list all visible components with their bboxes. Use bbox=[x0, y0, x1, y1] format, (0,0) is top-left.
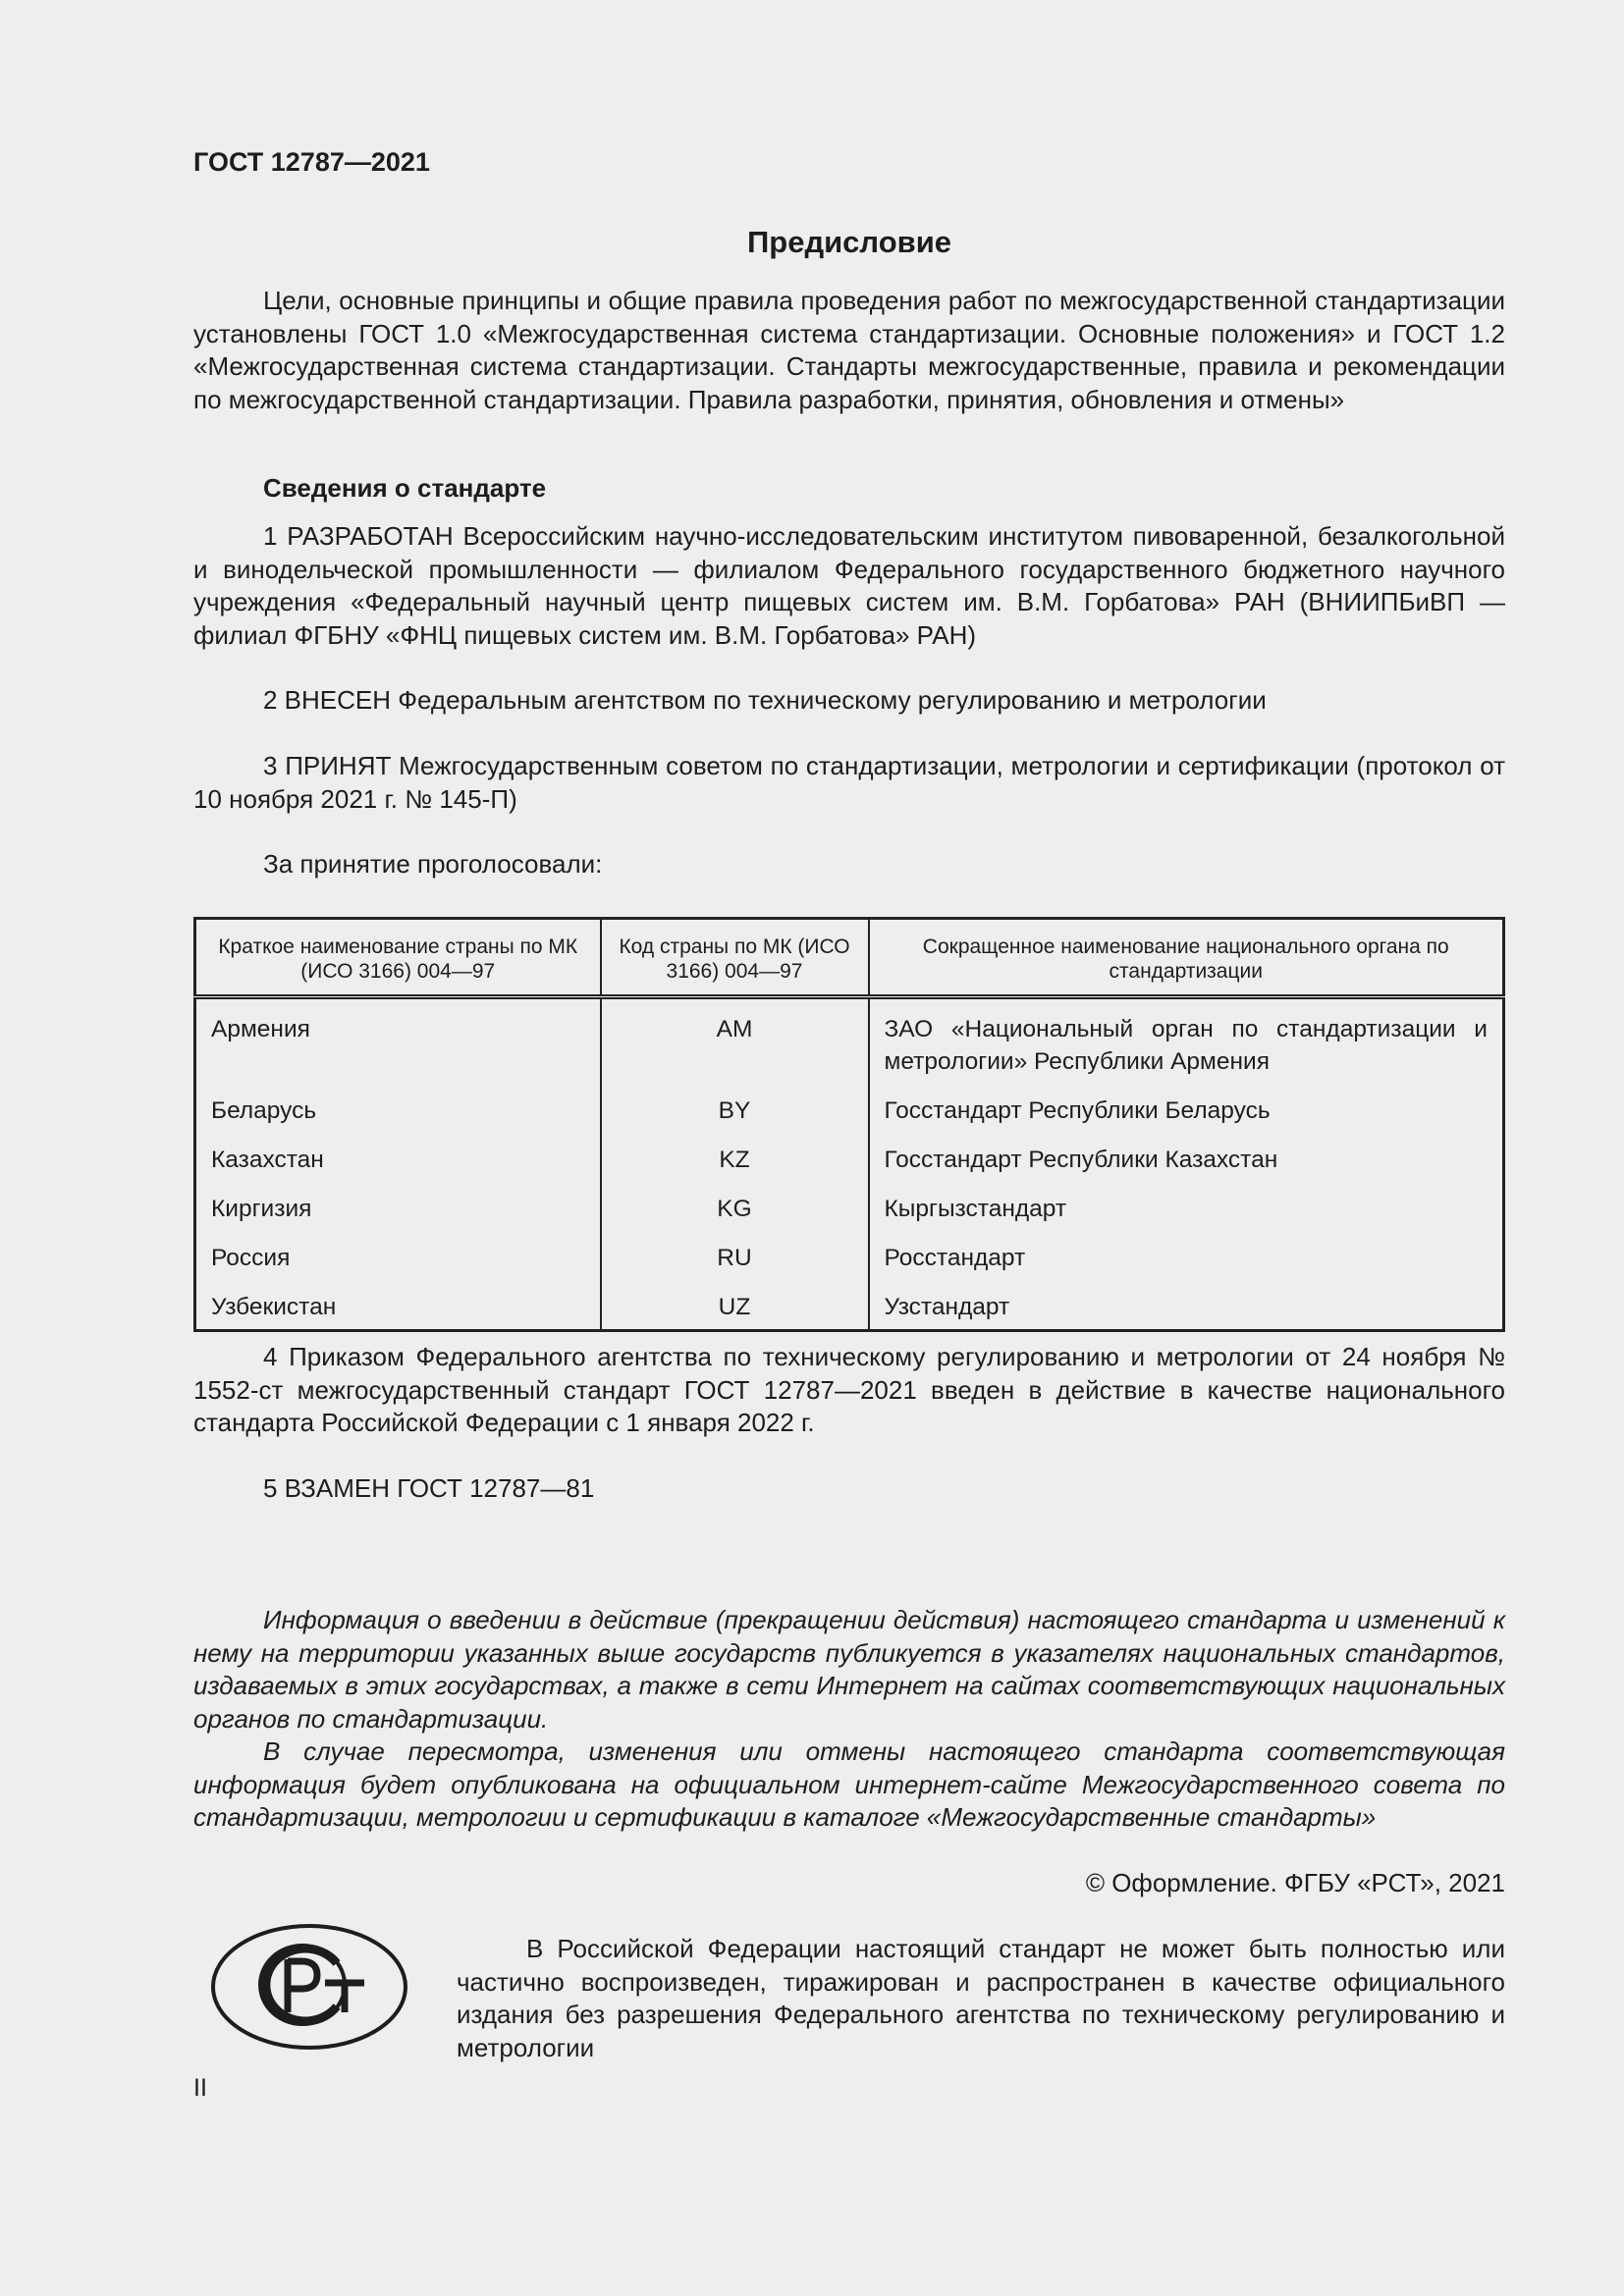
item-adopted: 3 ПРИНЯТ Межгосударственным советом по стандартизации, метрологии и сертификации (протокол от 10 ноября 2021 г. № 145-П) bbox=[193, 751, 1505, 814]
cell-org: Росстандарт bbox=[884, 1245, 1026, 1271]
cell-org: ЗАО «Национальный орган по стандартизации и метрологии» Республики Армения bbox=[884, 1016, 1488, 1075]
cell-code: KG bbox=[601, 1176, 869, 1225]
copyright-notice: В Российской Федерации настоящий стандарт не может быть полностью или частично воспроизведен, тиражирован и распространен в качестве официального издания без разрешения Федерального агентства по техническому регулированию и метрологии bbox=[457, 1934, 1505, 2062]
table-header-org: Сокращенное наименование национального органа по стандартизации bbox=[869, 919, 1504, 997]
cell-org: Госстандарт Республики Беларусь bbox=[884, 1097, 1271, 1124]
document-header: ГОСТ 12787—2021 bbox=[193, 147, 430, 177]
cell-code: UZ bbox=[601, 1274, 869, 1331]
table-header-code: Код страны по МК (ИСО 3166) 004—97 bbox=[601, 919, 869, 997]
cell-code: AM bbox=[601, 997, 869, 1079]
rst-logo-svg bbox=[209, 1922, 409, 2052]
cell-country: Казахстан bbox=[195, 1127, 601, 1176]
cell-code: RU bbox=[601, 1225, 869, 1274]
cell-country: Беларусь bbox=[195, 1078, 601, 1127]
cell-org: Госстандарт Республики Казахстан bbox=[884, 1147, 1278, 1173]
page-number: II bbox=[193, 2074, 207, 2102]
item-developed: 1 РАЗРАБОТАН Всероссийским научно-исследовательским институтом пивоваренной, безалкогольной и винодельческой промышленности — филиалом Федерального государственного бюджетного научного учреждения «Федеральный научный центр пищевых систем им. В.М. Горбатова» РАН (ВНИИПБиВП — филиал ФГБНУ «ФНЦ пищевых систем им. В.М. Горбатова» РАН) bbox=[193, 521, 1505, 650]
table-header-country: Краткое наименование страны по МК (ИСО 3166) 004—97 bbox=[195, 919, 601, 997]
info-heading: Сведения о стандарте bbox=[263, 473, 547, 503]
cell-org: Узстандарт bbox=[884, 1294, 1010, 1320]
table-row bbox=[195, 997, 1504, 1079]
cell-code: BY bbox=[601, 1078, 869, 1127]
table-row bbox=[195, 1078, 1504, 1127]
rst-logo-icon bbox=[209, 1922, 409, 2052]
cell-org: Кыргызстандарт bbox=[884, 1196, 1067, 1222]
intro-paragraph: Цели, основные принципы и общие правила проведения работ по межгосударственной стандартизации установлены ГОСТ 1.0 «Межгосударственная система стандартизации. Основные положения» и ГОСТ 1.2 «Межгосударственная система стандартизации. Стандарты межгосударственные, правила и рекомендации по межгосударственной стандартизации. Правила разработки, принятия, обновления и отмены» bbox=[193, 286, 1505, 414]
cell-country: Киргизия bbox=[195, 1176, 601, 1225]
cell-country: Россия bbox=[195, 1225, 601, 1274]
table-row bbox=[195, 1127, 1504, 1176]
table-row bbox=[195, 1176, 1504, 1225]
copyright-line: © Оформление. ФГБУ «РСТ», 2021 bbox=[1085, 1868, 1505, 1897]
voting-table bbox=[193, 917, 1505, 1332]
cell-code: KZ bbox=[601, 1127, 869, 1176]
voted-label: За принятие проголосовали: bbox=[263, 849, 603, 879]
table-header-row bbox=[195, 919, 1504, 997]
page-title: Предисловие bbox=[746, 225, 951, 259]
cell-country: Армения bbox=[195, 997, 601, 1079]
item-replaces: 5 ВЗАМЕН ГОСТ 12787—81 bbox=[263, 1473, 595, 1503]
table-row bbox=[195, 1225, 1504, 1274]
cell-country: Узбекистан bbox=[195, 1274, 601, 1331]
italic-note-revision: В случае пересмотра, изменения или отмены настоящего стандарта соответствующая информация будет опубликована на официальном интернет-сайте Межгосударственного совета по стандартизации, метрологии и сертификации в каталоге «Межгосударственные стандарты» bbox=[193, 1736, 1505, 1832]
table-row bbox=[195, 1274, 1504, 1331]
italic-note-info: Информация о введении в действие (прекращении действия) настоящего стандарта и изменений к нему на территории указанных выше государств публикуется в указателях национальных стандартов, издаваемых в этих государствах, а также в сети Интернет на сайтах соответствующих национальных органов по стандартизации. bbox=[193, 1605, 1505, 1734]
item-submitted: 2 ВНЕСЕН Федеральным агентством по техническому регулированию и метрологии bbox=[263, 685, 1267, 715]
item-enacted: 4 Приказом Федерального агентства по техническому регулированию и метрологии от 24 ноября № 1552-ст межгосударственный стандарт ГОСТ 12787—2021 введен в действие в качестве национального стандарта Российской Федерации с 1 января 2022 г. bbox=[193, 1342, 1505, 1437]
